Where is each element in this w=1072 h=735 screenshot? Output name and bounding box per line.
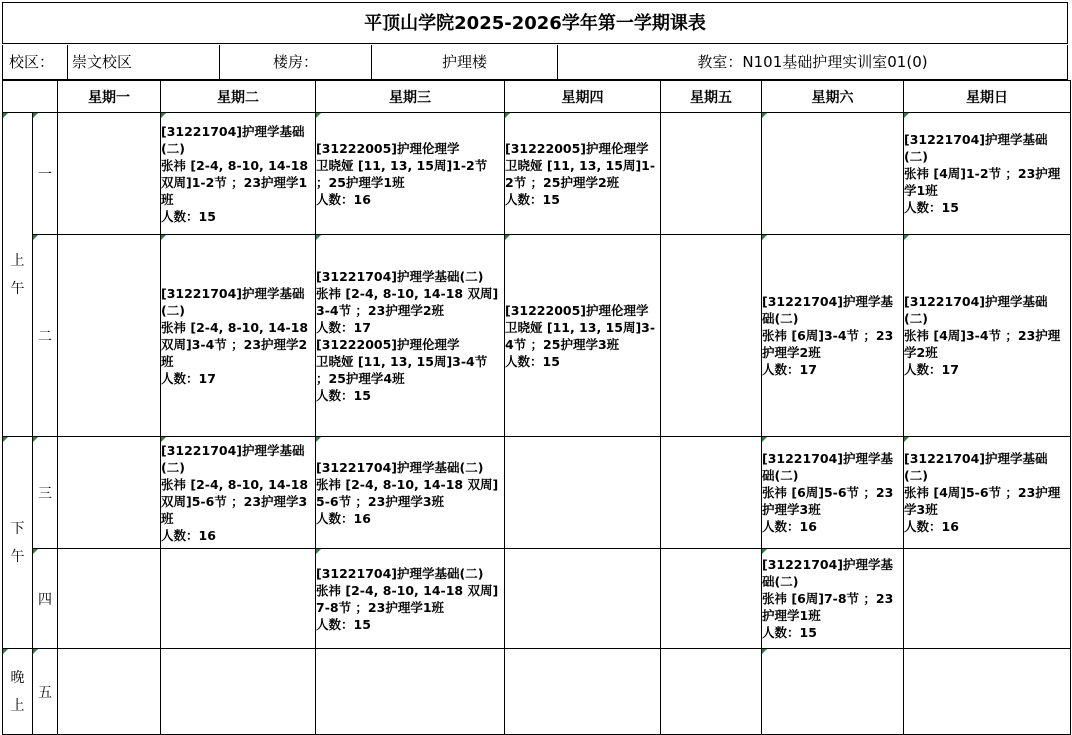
day-header-sun: 星期日 <box>904 81 1071 113</box>
period-label: 一 <box>33 113 58 235</box>
course-cell: [31222005]护理伦理学 卫晓娅 [11, 13, 15周]1-2节 ；25护理学1班 人数：16 <box>316 113 505 235</box>
half-label-morning: 上 午 <box>3 113 33 437</box>
schedule-cell <box>661 649 762 735</box>
schedule-cell <box>161 549 316 649</box>
course-cell: [31222005]护理伦理学 卫晓娅 [11, 13, 15周]1-2节 ；25护理学2班 人数：15 <box>505 113 661 235</box>
course-cell: [31221704]护理学基础(二) 张祎 [6周]3-4节 ；23护理学2班 人数：17 <box>762 235 904 437</box>
course-cell: [31221704]护理学基础(二) 张祎 [2-4, 8-10, 14-18 双周]7-8节 ；23护理学1班 人数：15 <box>316 549 505 649</box>
campus-label: 校区： <box>2 45 68 80</box>
schedule-cell <box>505 549 661 649</box>
half-label-evening: 晚 上 <box>3 649 33 735</box>
schedule-cell <box>762 649 904 735</box>
schedule-cell <box>58 235 161 437</box>
day-header-mon: 星期一 <box>58 81 161 113</box>
day-header-fri: 星期五 <box>661 81 762 113</box>
schedule-cell <box>762 113 904 235</box>
course-cell: [31221704]护理学基础(二) 张祎 [2-4, 8-10, 14-18 双周]3-4节 ；23护理学2班 人数：17 [31222005]护理伦理学 卫晓娅 [11, 13, 15周]3-4节 ；25护理学4班 人数：15 <box>316 235 505 437</box>
schedule-cell <box>505 649 661 735</box>
course-cell: [31221704]护理学基础(二) 张祎 [4周]5-6节 ；23护理学3班 人数：16 <box>904 437 1071 549</box>
day-header-thu: 星期四 <box>505 81 661 113</box>
schedule-cell <box>316 649 505 735</box>
schedule-cell <box>661 235 762 437</box>
schedule-cell <box>661 549 762 649</box>
schedule-cell <box>58 649 161 735</box>
course-cell: [31221704]护理学基础(二) 张祎 [6周]7-8节 ；23护理学1班 人数：15 <box>762 549 904 649</box>
half-label-afternoon: 下 午 <box>3 437 33 649</box>
day-header-sat: 星期六 <box>762 81 904 113</box>
schedule-cell <box>904 549 1071 649</box>
campus-value: 崇文校区 <box>68 45 220 80</box>
period-label: 四 <box>33 549 58 649</box>
day-header-wed: 星期三 <box>316 81 505 113</box>
period-label: 三 <box>33 437 58 549</box>
schedule-cell <box>661 437 762 549</box>
period-label: 二 <box>33 235 58 437</box>
period-label: 五 <box>33 649 58 735</box>
page-title: 平顶山学院2025-2026学年第一学期课表 <box>2 2 1068 44</box>
schedule-cell <box>904 649 1071 735</box>
course-cell: [31222005]护理伦理学 卫晓娅 [11, 13, 15周]3-4节 ；25护理学3班 人数：15 <box>505 235 661 437</box>
course-cell: [31221704]护理学基础(二) 张祎 [2-4, 8-10, 14-18 双周]5-6节 ；23护理学3班 人数：16 <box>161 437 316 549</box>
course-cell: [31221704]护理学基础(二) 张祎 [6周]5-6节 ；23护理学3班 人数：16 <box>762 437 904 549</box>
course-cell: [31221704]护理学基础(二) 张祎 [2-4, 8-10, 14-18 双周]1-2节 ；23护理学1班 人数：15 <box>161 113 316 235</box>
info-row <box>2 45 1068 80</box>
room-info: 教室：N101基础护理实训室01(0) <box>558 45 1068 80</box>
building-value: 护理楼 <box>372 45 558 80</box>
schedule-table <box>2 80 1071 735</box>
corner-cell <box>3 81 58 113</box>
course-cell: [31221704]护理学基础(二) 张祎 [4周]1-2节 ；23护理学1班 人数：15 <box>904 113 1071 235</box>
schedule-cell <box>661 113 762 235</box>
schedule-cell <box>505 437 661 549</box>
building-label: 楼房： <box>220 45 372 80</box>
schedule-cell <box>58 437 161 549</box>
day-header-tue: 星期二 <box>161 81 316 113</box>
course-cell: [31221704]护理学基础(二) 张祎 [2-4, 8-10, 14-18 双周]5-6节 ；23护理学3班 人数：16 <box>316 437 505 549</box>
course-cell: [31221704]护理学基础(二) 张祎 [4周]3-4节 ；23护理学2班 人数：17 <box>904 235 1071 437</box>
schedule-cell <box>58 113 161 235</box>
course-cell: [31221704]护理学基础(二) 张祎 [2-4, 8-10, 14-18 双周]3-4节 ；23护理学2班 人数：17 <box>161 235 316 437</box>
schedule-cell <box>58 549 161 649</box>
schedule-cell <box>161 649 316 735</box>
